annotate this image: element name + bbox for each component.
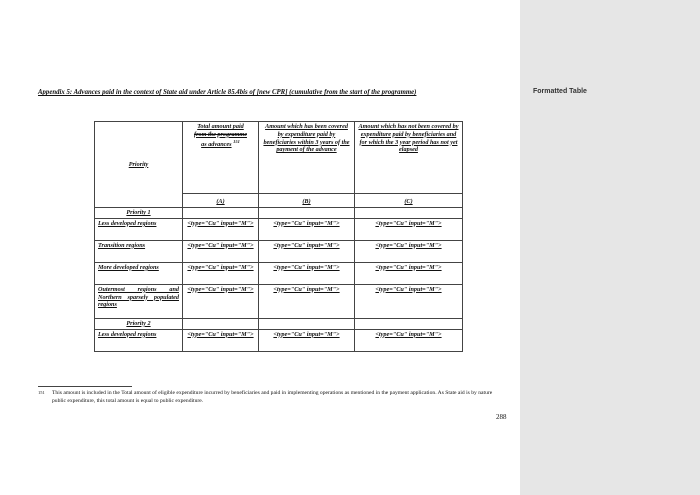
cell-c: <type="Cu" input="M"> [355, 284, 463, 318]
column-a-code: (A) [183, 194, 259, 208]
struck-text: from the programme [194, 130, 247, 138]
column-b-code: (B) [259, 194, 355, 208]
cell-c: <type="Cu" input="M"> [355, 329, 463, 351]
page-number: 288 [496, 413, 507, 421]
priority-2-label: Priority 2 [95, 318, 183, 329]
row-label: Outermost regions and Northern sparsely populated regions [95, 284, 183, 318]
priority-1-label: Priority 1 [95, 208, 183, 219]
footnote-number: 151 [38, 390, 45, 395]
footnote-text: This amount is included in the Total amount of eligible expenditure incurred by beneficiaries and paid in implementing operations as mentioned in the payment application. As State aid is by nature public expenditure, this total amount is equal to public expenditure. [52, 390, 493, 404]
cell-c: <type="Cu" input="M"> [355, 218, 463, 240]
footnote [38, 390, 504, 405]
cell-b: <type="Cu" input="M"> [259, 218, 355, 240]
footnote-separator [38, 386, 132, 387]
cell-b: <type="Cu" input="M"> [259, 262, 355, 284]
appendix-heading: Appendix 5: Advances paid in the context of State aid under Article 85.4bis of [new CPR] (cumulative from the start of the programme) [38, 89, 417, 96]
row-label: Less developed regions [95, 329, 183, 351]
comment-pane [520, 0, 700, 495]
cell-b: <type="Cu" input="M"> [259, 284, 355, 318]
row-label: More developed regions [95, 262, 183, 284]
formatting-comment[interactable]: Formatted Table [533, 88, 587, 95]
cell-a: <type="Cu" input="M"> [183, 218, 259, 240]
advances-table [94, 121, 463, 352]
footnote-ref: 151 [233, 138, 240, 144]
cell-c: <type="Cu" input="M"> [355, 262, 463, 284]
priority-column-header: Priority [95, 122, 183, 208]
column-b-header: Amount which has been covered by expenditure paid by beneficiaries within 3 years of the payment of the advance [259, 122, 355, 194]
cell-c: <type="Cu" input="M"> [355, 240, 463, 262]
cell-b: <type="Cu" input="M"> [259, 240, 355, 262]
row-label: Less developed regions [95, 218, 183, 240]
cell-b: <type="Cu" input="M"> [259, 329, 355, 351]
cell-a: <type="Cu" input="M"> [183, 240, 259, 262]
cell-a: <type="Cu" input="M"> [183, 262, 259, 284]
cell-a: <type="Cu" input="M"> [183, 329, 259, 351]
cell-a: <type="Cu" input="M"> [183, 284, 259, 318]
column-a-header: Total amount paid from the programme as advances $^{151}$ [183, 122, 259, 194]
column-c-code: (C) [355, 194, 463, 208]
row-label: Transition regions [95, 240, 183, 262]
column-c-header: Amount which has not been covered by expenditure paid by beneficiaries and for which the 3 year period has not yet elapsed [355, 122, 463, 194]
